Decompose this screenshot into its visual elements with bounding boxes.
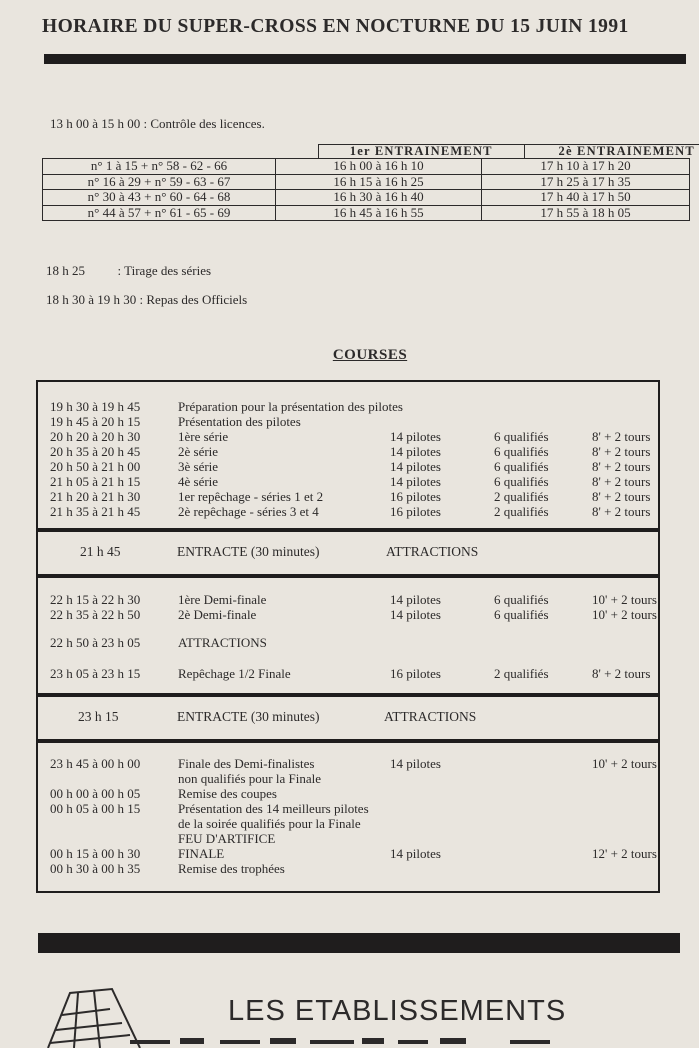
intermission-label: ENTRACTE (30 minutes) [177, 709, 320, 724]
row-desc: Finale des Demi-finalistes [178, 756, 315, 771]
row-time: 23 h 45 à 00 h 00 [50, 756, 141, 771]
row-time: 20 h 35 à 20 h 45 [50, 444, 141, 459]
row-time: 19 h 30 à 19 h 45 [50, 399, 141, 414]
group-cell: n° 44 à 57 + n° 61 - 65 - 69 [43, 206, 276, 221]
training-1-cell: 16 h 30 à 16 h 40 [276, 190, 482, 205]
training-table-header [318, 144, 699, 158]
group-cell: n° 30 à 43 + n° 60 - 64 - 68 [43, 190, 276, 205]
schedule-row [38, 429, 658, 444]
row-desc: 1ère série [178, 429, 229, 444]
company-wordmark-icon [130, 1032, 580, 1048]
schedule-row [38, 444, 658, 459]
row-desc: ATTRACTIONS [178, 635, 267, 650]
races-block-2 [36, 576, 660, 695]
row-qualified: 2 qualifiés [494, 666, 549, 681]
row-laps: 10' + 2 tours [592, 756, 657, 771]
row-qualified: 2 qualifiés [494, 504, 549, 519]
row-time: 19 h 45 à 20 h 15 [50, 414, 141, 429]
training-1-cell: 16 h 00 à 16 h 10 [276, 159, 482, 174]
licences-line: 13 h 00 à 15 h 00 : Contrôle des licences. [50, 116, 265, 131]
row-pilots: 16 pilotes [390, 489, 441, 504]
row-desc: non qualifiés pour la Finale [178, 771, 321, 786]
row-desc: 2è repêchage - séries 3 et 4 [178, 504, 319, 519]
courses-heading: COURSES [332, 347, 408, 363]
schedule-row [38, 504, 658, 519]
row-laps: 8' + 2 tours [592, 504, 651, 519]
training-1-cell: 16 h 45 à 16 h 55 [276, 206, 482, 221]
bottom-divider [38, 933, 680, 953]
row-time: 20 h 50 à 21 h 00 [50, 459, 141, 474]
schedule-row [38, 666, 658, 681]
row-pilots: 14 pilotes [390, 846, 441, 861]
row-pilots: 14 pilotes [390, 444, 441, 459]
row-time: 20 h 20 à 20 h 30 [50, 429, 141, 444]
row-pilots: 14 pilotes [390, 474, 441, 489]
row-desc: 4è série [178, 474, 219, 489]
row-qualified: 6 qualifiés [494, 429, 549, 444]
row-time: 00 h 15 à 00 h 30 [50, 846, 141, 861]
group-cell: n° 16 à 29 + n° 59 - 63 - 67 [43, 175, 276, 190]
row-laps: 8' + 2 tours [592, 429, 651, 444]
row-desc: 2è série [178, 444, 219, 459]
top-divider [44, 54, 686, 64]
intermission-block-1 [36, 530, 660, 576]
row-time: 00 h 00 à 00 h 05 [50, 786, 141, 801]
schedule-row [38, 861, 658, 876]
training-table-body [42, 158, 690, 221]
schedule-row [38, 489, 658, 504]
header-training-2: 2è ENTRAINEMENT [525, 144, 699, 158]
row-laps: 8' + 2 tours [592, 444, 651, 459]
row-laps: 10' + 2 tours [592, 607, 657, 622]
row-desc: Repêchage 1/2 Finale [178, 666, 291, 681]
row-pilots: 14 pilotes [390, 592, 441, 607]
intermission-attractions: ATTRACTIONS [386, 544, 479, 559]
row-qualified: 2 qualifiés [494, 489, 549, 504]
row-pilots: 14 pilotes [390, 429, 441, 444]
schedule-row [38, 635, 658, 650]
schedule-row [38, 607, 658, 622]
row-time: 21 h 20 à 21 h 30 [50, 489, 141, 504]
row-desc: Remise des coupes [178, 786, 277, 801]
row-desc: FEU D'ARTIFICE [178, 831, 276, 846]
row-desc: 2è Demi-finale [178, 607, 257, 622]
row-laps: 8' + 2 tours [592, 666, 651, 681]
meal-line: 18 h 30 à 19 h 30 : Repas des Officiels [46, 292, 248, 307]
draw-line: 18 h 25 : Tirage des séries [46, 263, 212, 278]
table-row [43, 174, 689, 190]
row-qualified: 6 qualifiés [494, 607, 549, 622]
schedule-row [38, 756, 658, 771]
row-laps: 8' + 2 tours [592, 489, 651, 504]
row-desc: FINALE [178, 846, 225, 861]
row-desc: Présentation des 14 meilleurs pilotes [178, 801, 369, 816]
row-time: 00 h 30 à 00 h 35 [50, 861, 141, 876]
schedule-row [38, 816, 658, 831]
row-laps: 12' + 2 tours [592, 846, 657, 861]
row-desc: Présentation des pilotes [178, 414, 301, 429]
row-qualified: 6 qualifiés [494, 592, 549, 607]
header-training-1: 1er ENTRAINEMENT [318, 144, 525, 158]
schedule-row [38, 786, 658, 801]
page-title: HORAIRE DU SUPER-CROSS EN NOCTURNE DU 15 JUIN 1991 [42, 16, 629, 37]
races-block-1 [36, 380, 660, 530]
row-pilots: 14 pilotes [390, 607, 441, 622]
table-row [43, 159, 689, 174]
schedule-row [38, 414, 658, 429]
row-qualified: 6 qualifiés [494, 444, 549, 459]
intermission-label: ENTRACTE (30 minutes) [177, 544, 320, 559]
schedule-row [38, 474, 658, 489]
schedule-row [38, 801, 658, 816]
row-desc: Remise des trophées [178, 861, 285, 876]
row-time: 22 h 15 à 22 h 30 [50, 592, 141, 607]
intermission-row [38, 544, 658, 562]
row-qualified: 6 qualifiés [494, 459, 549, 474]
row-qualified: 6 qualifiés [494, 474, 549, 489]
row-desc: 1ère Demi-finale [178, 592, 267, 607]
training-1-cell: 16 h 15 à 16 h 25 [276, 175, 482, 190]
footer-company-text: LES ETABLISSEMENTS [228, 995, 567, 1027]
schedule-row [38, 399, 658, 414]
schedule-row [38, 846, 658, 861]
row-pilots: 16 pilotes [390, 504, 441, 519]
row-laps: 8' + 2 tours [592, 474, 651, 489]
schedule-row [38, 831, 658, 846]
intermission-time: 23 h 15 [78, 709, 119, 724]
row-pilots: 14 pilotes [390, 459, 441, 474]
training-2-cell: 17 h 40 à 17 h 50 [540, 189, 631, 204]
row-time: 00 h 05 à 00 h 15 [50, 801, 141, 816]
schedule-row [38, 771, 658, 786]
row-time: 21 h 05 à 21 h 15 [50, 474, 141, 489]
row-laps: 8' + 2 tours [592, 459, 651, 474]
row-desc: 3è série [178, 459, 219, 474]
intermission-attractions: ATTRACTIONS [384, 709, 477, 724]
row-time: 23 h 05 à 23 h 15 [50, 666, 141, 681]
finals-block [36, 741, 660, 893]
row-desc: de la soirée qualifiés pour la Finale [178, 816, 361, 831]
row-time: 22 h 50 à 23 h 05 [50, 635, 141, 650]
intermission-block-2 [36, 695, 660, 741]
intermission-time: 21 h 45 [80, 544, 121, 559]
row-time: 22 h 35 à 22 h 50 [50, 607, 141, 622]
intermission-row [38, 709, 658, 727]
group-cell: n° 1 à 15 + n° 58 - 62 - 66 [43, 159, 276, 174]
schedule-row [38, 592, 658, 607]
row-pilots: 16 pilotes [390, 666, 441, 681]
training-2-cell: 17 h 10 à 17 h 20 [540, 158, 631, 173]
table-row [43, 205, 689, 221]
row-time: 21 h 35 à 21 h 45 [50, 504, 141, 519]
training-2-cell: 17 h 55 à 18 h 05 [540, 204, 631, 220]
row-pilots: 14 pilotes [390, 756, 441, 771]
table-row [43, 189, 689, 205]
row-laps: 10' + 2 tours [592, 592, 657, 607]
schedule-row [38, 459, 658, 474]
row-desc: Préparation pour la présentation des pilotes [178, 399, 403, 414]
row-desc: 1er repêchage - séries 1 et 2 [178, 489, 324, 504]
training-2-cell: 17 h 25 à 17 h 35 [540, 173, 631, 189]
